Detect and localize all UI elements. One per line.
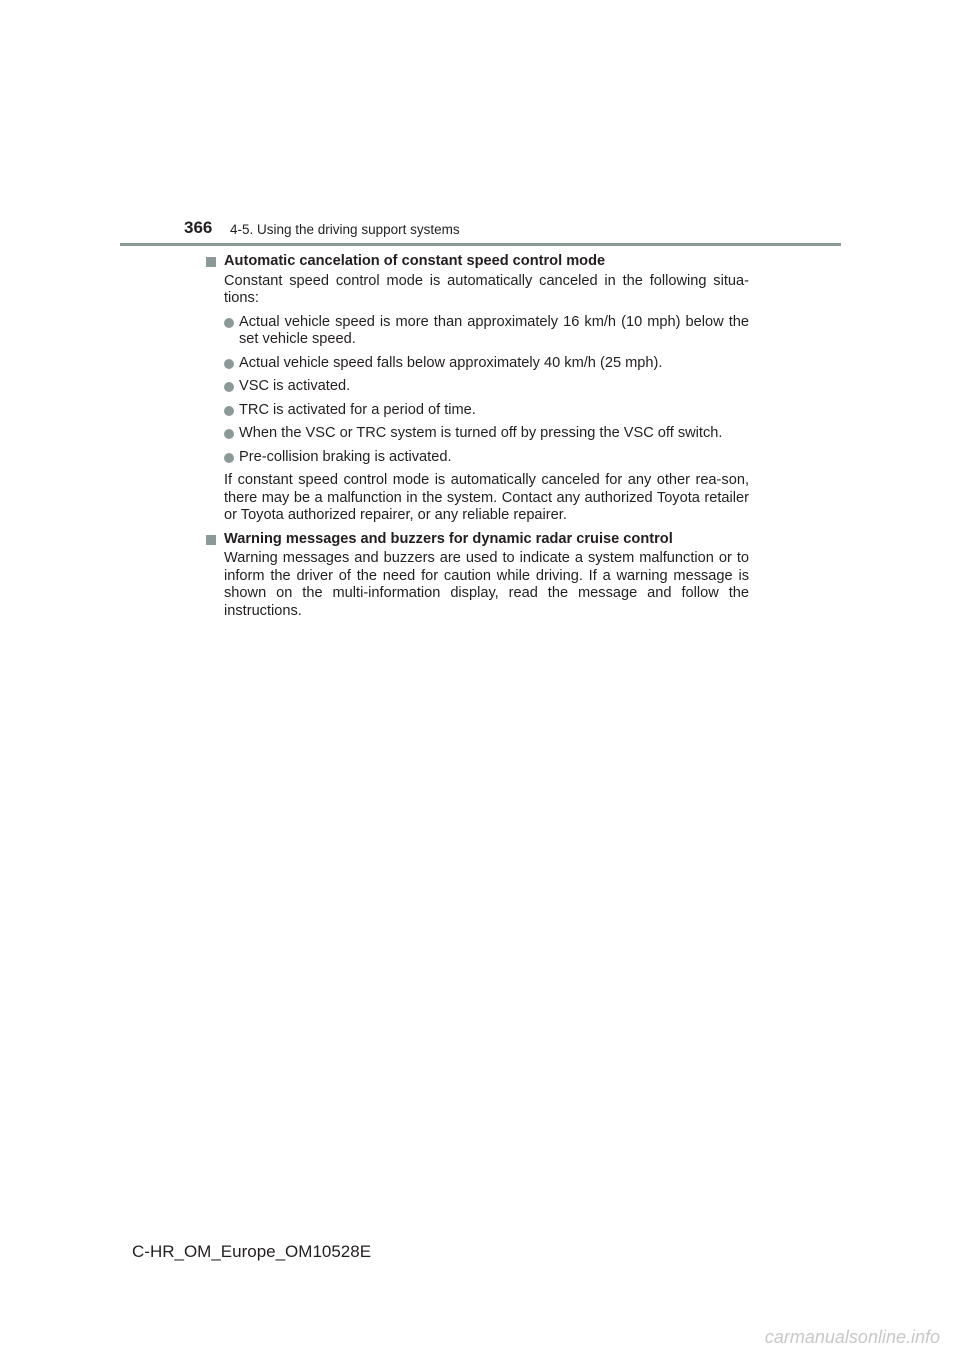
document-id: C-HR_OM_Europe_OM10528E: [132, 1242, 372, 1261]
list-item: [224, 402, 749, 420]
circle-bullet-icon: [224, 318, 234, 328]
list-item-text: When the VSC or TRC system is turned off by pressing the VSC off switch.: [239, 425, 723, 441]
list-item-text: Actual vehicle speed falls below approximately 40 km/h (25 mph).: [239, 354, 663, 371]
list-item-text: VSC is activated.: [239, 378, 351, 394]
circle-bullet-icon: [224, 453, 234, 463]
paragraph: Constant speed control mode is automatically canceled in the following situa-tions:: [224, 272, 749, 306]
paragraph: Warning messages and buzzers are used to indicate a system malfunction or to inform the driver of the need for caution while driving. If a warning message is shown on the multi-information display, read the message and follow the instructions.: [224, 550, 749, 619]
section-heading: [206, 531, 749, 549]
circle-bullet-icon: [224, 382, 234, 392]
page-content: [206, 253, 749, 626]
square-bullet-icon: [206, 257, 216, 267]
list-item: [224, 425, 749, 443]
section-auto-cancel: [206, 253, 749, 525]
list-item-text: Pre-collision braking is activated.: [239, 448, 452, 465]
section-warning-messages: [206, 531, 749, 621]
list-item-text: Actual vehicle speed is more than approximately 16 km/h (10 mph) below the set vehicle speed.: [239, 313, 749, 347]
paragraph: If constant speed control mode is automatically canceled for any other rea-son, there may be a malfunction in the system. Contact any authorized Toyota retailer or Toyota authorized repairer, or any reliable repairer.: [224, 472, 749, 523]
watermark[interactable]: carmanualsonline.info: [764, 1327, 940, 1347]
circle-bullet-icon: [224, 359, 234, 369]
square-bullet-icon: [206, 535, 216, 545]
heading-text: Automatic cancelation of constant speed control mode: [224, 253, 606, 269]
list-item: [224, 378, 749, 396]
list-item: [224, 314, 749, 349]
section-header: 4-5. Using the driving support systems: [230, 222, 460, 237]
bullet-list: [206, 314, 749, 467]
circle-bullet-icon: [224, 406, 234, 416]
circle-bullet-icon: [224, 429, 234, 439]
header-rule: [120, 243, 841, 246]
section-heading: [206, 253, 749, 271]
page-number: 366: [184, 218, 213, 237]
list-item: [224, 449, 749, 467]
list-item-text: TRC is activated for a period of time.: [239, 401, 476, 418]
list-item: [224, 355, 749, 373]
heading-text: Warning messages and buzzers for dynamic radar cruise control: [224, 530, 673, 547]
